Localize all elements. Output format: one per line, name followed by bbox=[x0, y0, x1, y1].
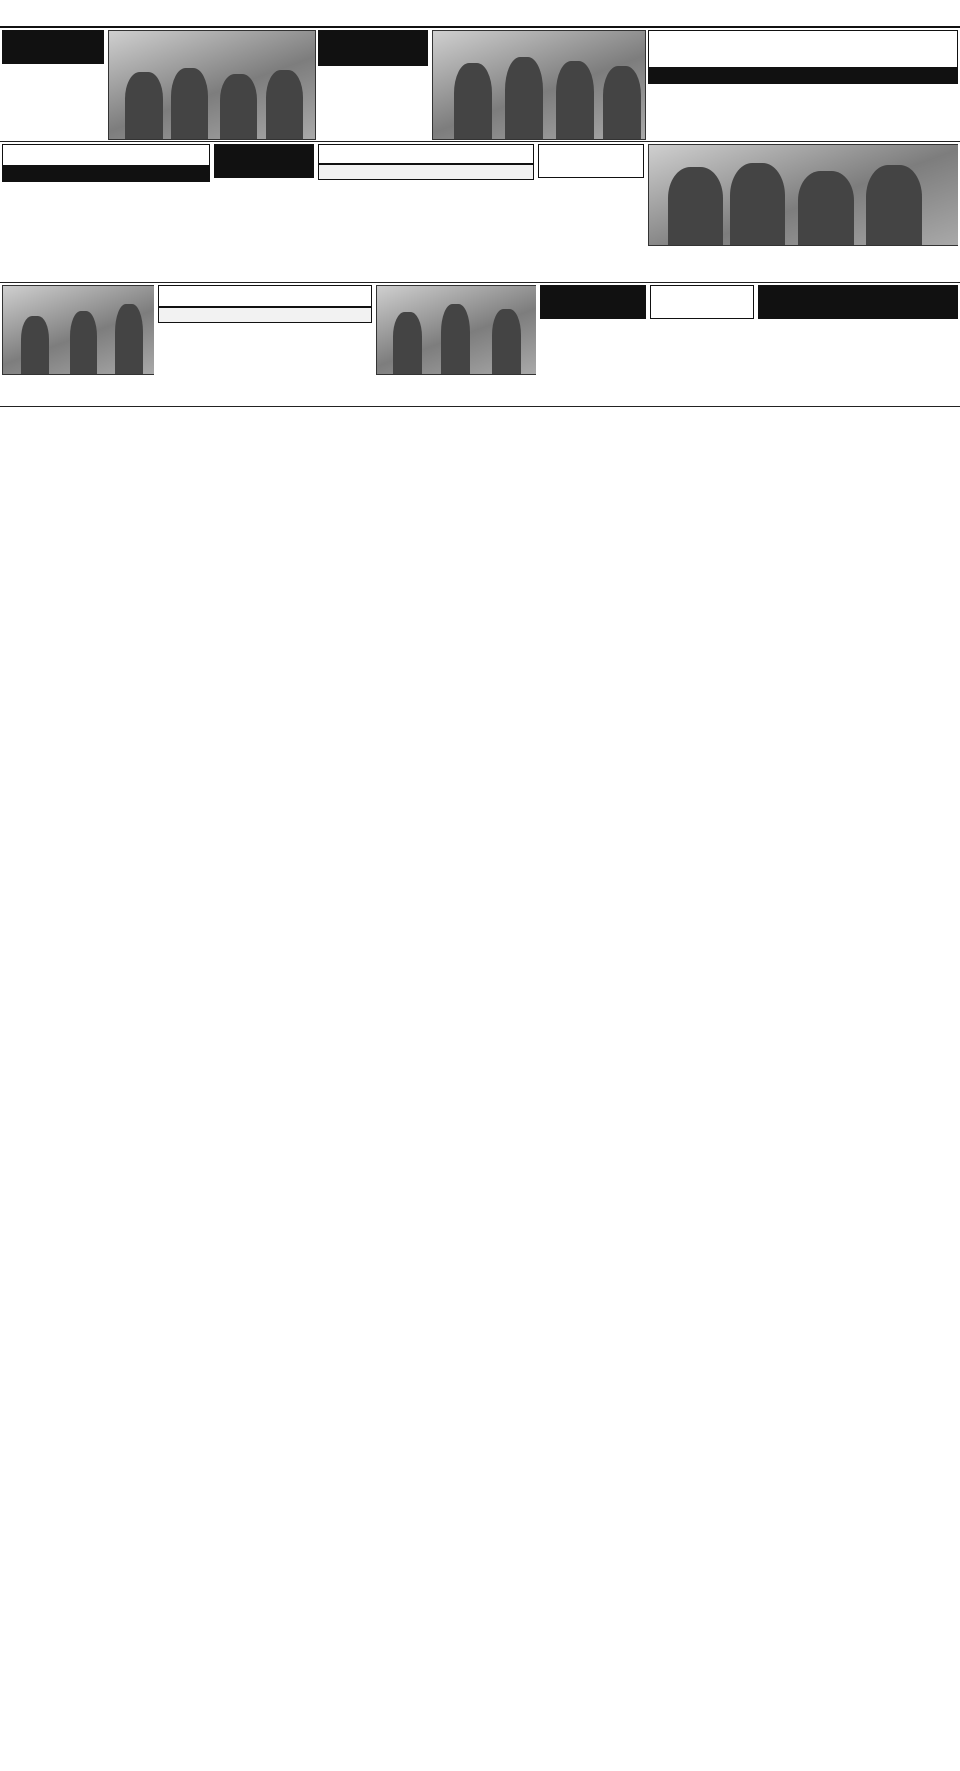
story-body bbox=[650, 88, 956, 136]
headline bbox=[758, 285, 958, 319]
headline bbox=[158, 285, 372, 307]
caption bbox=[2, 375, 154, 403]
headline bbox=[648, 30, 958, 68]
caption bbox=[376, 375, 536, 403]
masthead bbox=[0, 0, 960, 28]
caption bbox=[648, 246, 958, 276]
subheadline bbox=[2, 166, 210, 182]
story-body bbox=[760, 323, 956, 401]
photo-story-press-club bbox=[376, 285, 536, 403]
story-body bbox=[540, 182, 642, 276]
story-body bbox=[216, 182, 312, 276]
photo-protest bbox=[108, 30, 316, 140]
middle-story-murtaza bbox=[538, 144, 644, 278]
third-story-kotri-police bbox=[158, 285, 372, 403]
third-story-cricket bbox=[758, 285, 958, 403]
photo-family-protest bbox=[2, 285, 154, 375]
subheadline bbox=[158, 307, 372, 323]
headline bbox=[2, 144, 210, 166]
third-story-assembly bbox=[540, 285, 646, 403]
headline bbox=[318, 30, 428, 66]
middle-story-drainage bbox=[318, 144, 534, 278]
story-body bbox=[320, 70, 426, 136]
subheadline bbox=[318, 164, 534, 180]
story-body bbox=[542, 323, 644, 401]
photo-story-family bbox=[2, 285, 154, 403]
headline bbox=[538, 144, 644, 178]
headline bbox=[2, 30, 104, 64]
story-body bbox=[4, 186, 208, 276]
story-body bbox=[652, 323, 752, 401]
story-body bbox=[320, 184, 532, 276]
photo-press-club bbox=[376, 285, 536, 375]
middle-story-hospital bbox=[2, 144, 210, 278]
middle-story-employees bbox=[214, 144, 314, 278]
top-story-school-fees bbox=[648, 30, 958, 138]
headline bbox=[650, 285, 754, 319]
photo-award-ceremony bbox=[432, 30, 646, 140]
photo-cake-cutting bbox=[648, 144, 958, 246]
headline bbox=[318, 144, 534, 164]
third-story-qayum bbox=[650, 285, 754, 403]
photo-story-ppp-cake bbox=[648, 144, 958, 278]
story-body bbox=[4, 68, 102, 136]
headline bbox=[540, 285, 646, 319]
story-body bbox=[160, 327, 370, 401]
headline bbox=[214, 144, 314, 178]
subheadline bbox=[648, 68, 958, 84]
top-story-new-zealand bbox=[318, 30, 428, 138]
top-story-municipal bbox=[2, 30, 104, 138]
